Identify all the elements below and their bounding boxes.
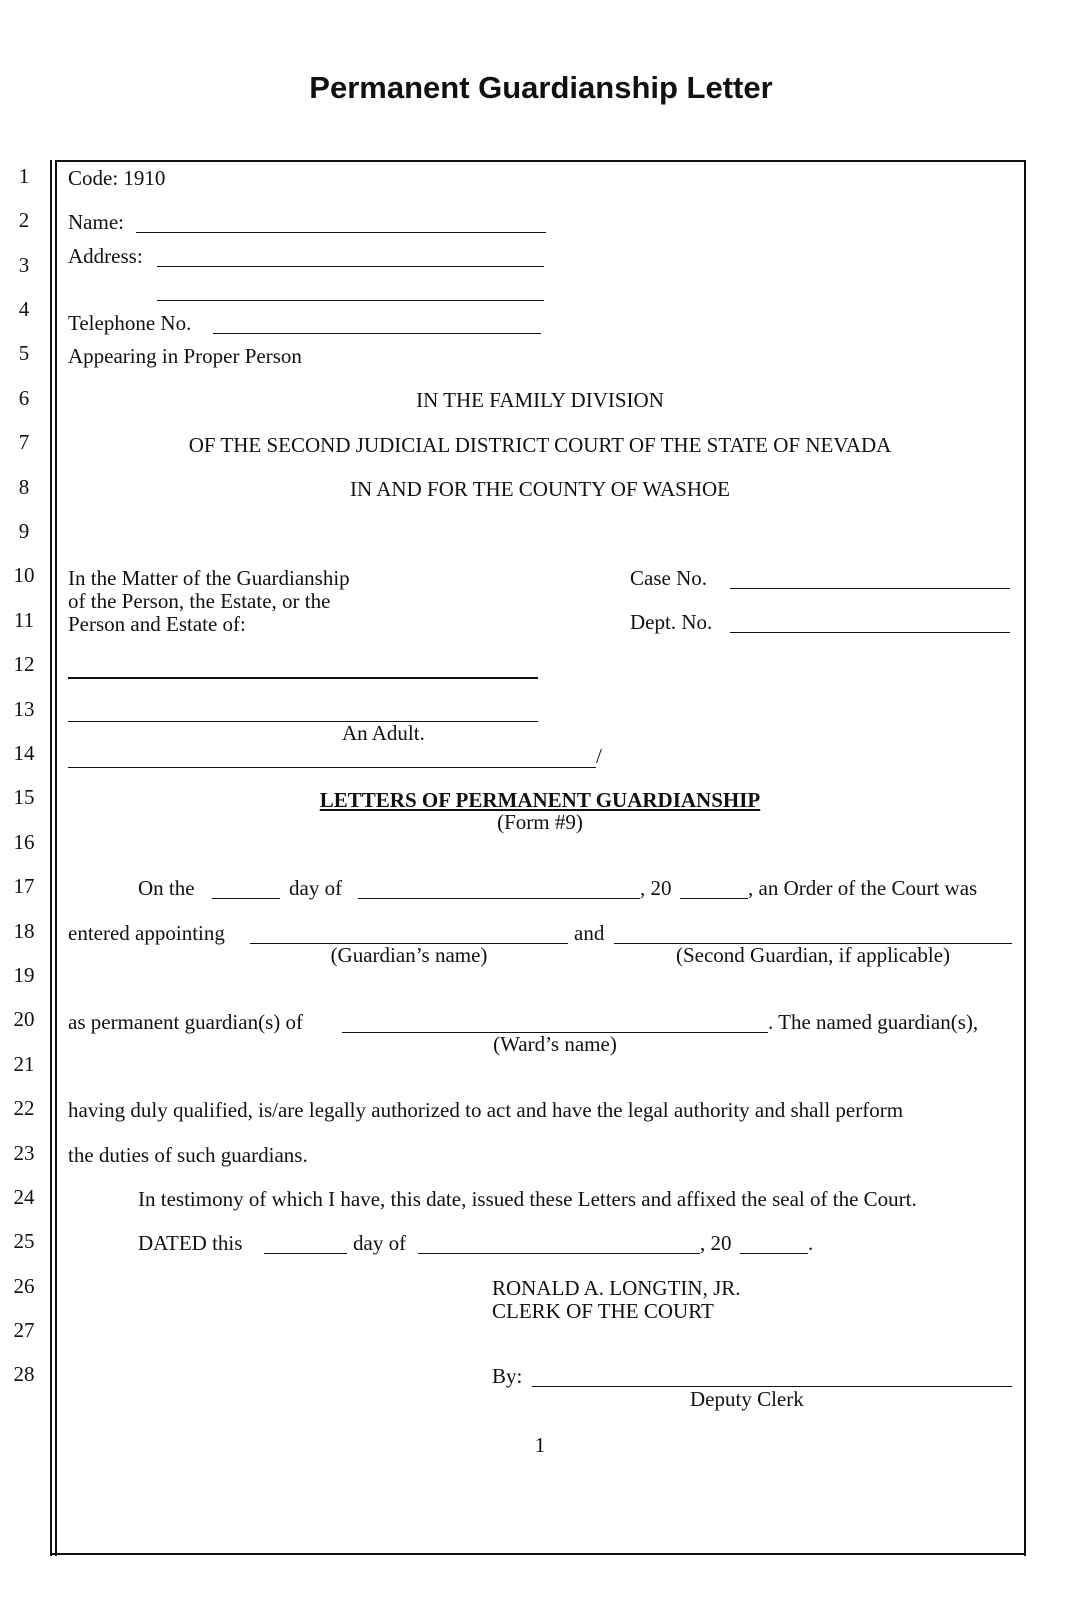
line-number: 1: [18, 164, 30, 188]
line-number: 27: [13, 1318, 35, 1342]
on-the-text: On the: [138, 876, 195, 900]
line-number: 15: [13, 785, 35, 809]
form-title: LETTERS OF PERMANENT GUARDIANSHIP: [319, 788, 761, 812]
line-number: 4: [18, 297, 30, 321]
entered-appointing-text: entered appointing: [68, 921, 225, 945]
line-number: 14: [13, 741, 35, 765]
line-number: 28: [13, 1362, 35, 1386]
caption-slash: /: [596, 744, 602, 768]
order-day-field-line[interactable]: [212, 898, 280, 899]
dated-month-field-line[interactable]: [418, 1253, 700, 1254]
order-year-field-line[interactable]: [680, 898, 748, 899]
line-number: 21: [13, 1052, 35, 1076]
line-number: 3: [18, 253, 30, 277]
line-number: 13: [13, 697, 35, 721]
clerk-title: CLERK OF THE COURT: [492, 1299, 714, 1323]
telephone-label: Telephone No.: [68, 311, 192, 335]
day-of-text: day of: [289, 876, 343, 900]
second-guardian-caption: (Second Guardian, if applicable): [675, 943, 951, 967]
court-line-3: IN AND FOR THE COUNTY OF WASHOE: [350, 477, 730, 501]
line-number: 22: [13, 1096, 35, 1120]
duties-text: the duties of such guardians.: [68, 1143, 308, 1167]
case-no-label: Case No.: [630, 566, 707, 590]
dept-no-field-line[interactable]: [730, 632, 1010, 633]
address-label: Address:: [68, 244, 143, 268]
line-number: 6: [18, 386, 30, 410]
line-number: 5: [18, 341, 30, 365]
line-number: 8: [18, 475, 30, 499]
left-margin-rule-inner: [55, 160, 57, 1556]
court-line-1: IN THE FAMILY DIVISION: [416, 388, 664, 412]
dated-day-of-text: day of: [353, 1231, 407, 1255]
ward-name-caption: (Ward’s name): [493, 1032, 617, 1056]
address-field-line-1[interactable]: [157, 266, 544, 267]
order-month-field-line[interactable]: [358, 898, 640, 899]
line-number: 7: [18, 430, 30, 454]
line-number: 9: [18, 519, 30, 543]
line-number: 17: [13, 874, 35, 898]
code-label: Code: 1910: [68, 166, 166, 190]
year-prefix-text: , 20: [640, 876, 672, 900]
dated-year-field-line[interactable]: [740, 1253, 808, 1254]
line-number: 10: [13, 563, 35, 587]
matter-line-1: In the Matter of the Guardianship: [68, 566, 350, 590]
having-duly-text: having duly qualified, is/are legally authorized to act and have the legal authority and shall perform: [68, 1098, 904, 1122]
line-number: 23: [13, 1141, 35, 1165]
line-number: 19: [13, 963, 35, 987]
party-name-line-1[interactable]: [68, 677, 538, 679]
line-number: 16: [13, 830, 35, 854]
telephone-field-line[interactable]: [213, 333, 541, 334]
line-number: 26: [13, 1274, 35, 1298]
clerk-name: RONALD A. LONGTIN, JR.: [492, 1276, 741, 1300]
dept-no-label: Dept. No.: [630, 610, 713, 634]
line-number: 20: [13, 1007, 35, 1031]
line-number: 12: [13, 652, 35, 676]
form-number: (Form #9): [497, 810, 583, 834]
and-text: and: [574, 921, 605, 945]
dated-this-text: DATED this: [138, 1231, 243, 1255]
testimony-text: In testimony of which I have, this date, issued these Letters and affixed the seal of the Court.: [138, 1187, 917, 1211]
matter-line-3: Person and Estate of:: [68, 612, 246, 636]
case-no-field-line[interactable]: [730, 588, 1010, 589]
line-number: 24: [13, 1185, 35, 1209]
by-label: By:: [492, 1364, 523, 1388]
line-number: 11: [13, 608, 35, 632]
right-margin-rule: [1024, 160, 1026, 1556]
party-name-line-2[interactable]: [68, 721, 538, 722]
line-number: 25: [13, 1229, 35, 1253]
matter-line-2: of the Person, the Estate, or the: [68, 589, 331, 613]
court-line-2: OF THE SECOND JUDICIAL DISTRICT COURT OF THE STATE OF NEVADA: [188, 433, 892, 457]
dated-period: .: [808, 1231, 814, 1255]
top-border: [55, 160, 1026, 162]
line-number: 2: [18, 208, 30, 232]
party-name-line-3[interactable]: [68, 767, 596, 768]
an-adult-text: An Adult.: [342, 721, 425, 745]
name-label: Name:: [68, 210, 124, 234]
order-text: , an Order of the Court was: [748, 876, 978, 900]
line-number: 18: [13, 919, 35, 943]
dated-day-field-line[interactable]: [264, 1253, 347, 1254]
bottom-border: [50, 1553, 1026, 1555]
address-field-line-2[interactable]: [157, 300, 544, 301]
as-permanent-text: as permanent guardian(s) of: [68, 1010, 303, 1034]
name-field-line[interactable]: [136, 232, 546, 233]
appearing-text: Appearing in Proper Person: [68, 344, 302, 368]
named-guardians-text: . The named guardian(s),: [768, 1010, 979, 1034]
page-number: 1: [534, 1433, 546, 1457]
guardian-name-caption: (Guardian’s name): [330, 943, 488, 967]
page-title: Permanent Guardianship Letter: [309, 70, 773, 105]
left-margin-rule: [50, 160, 52, 1556]
dated-year-prefix: , 20: [700, 1231, 732, 1255]
deputy-clerk-label: Deputy Clerk: [690, 1387, 804, 1411]
